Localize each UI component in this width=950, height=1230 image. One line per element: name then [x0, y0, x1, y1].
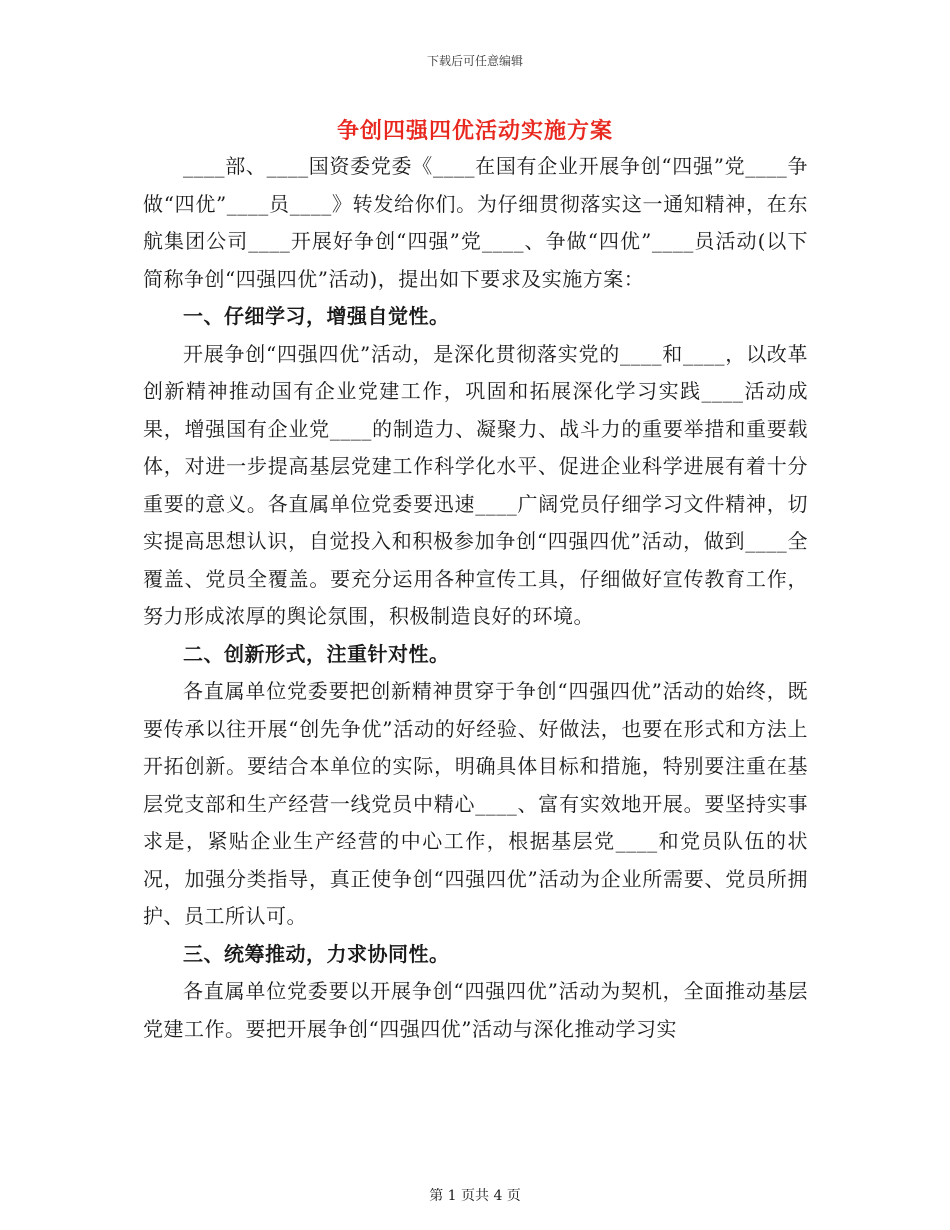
section-heading-1: 一、仔细学习，增强自觉性。 [183, 304, 450, 328]
page-number-footer: 第 1 页共 4 页 [429, 1188, 521, 1204]
document-title: 争创四强四优活动实施方案 [336, 118, 613, 144]
document-body [143, 148, 808, 1048]
section-3-paragraph: 各直属单位党委要以开展争创“四强四优”活动为契机，全面推动基层党建工作。要把开展争创“四强四优”活动与深化推动学习实 [143, 979, 808, 1041]
section-2-paragraph: 各直属单位党委要把创新精神贯穿于争创“四强四优”活动的始终，既要传承以往开展“创先争优”活动的好经验、好做法，也要在形式和方法上开拓创新。要结合本单位的实际，明确具体目标和措施，特别要注重在基层党支部和生产经营一线党员中精心____、富有实效地开展。要坚持实事求是，紧贴企业生产经营的中心工作，根据基层党____和党员队伍的状况，加强分类指导，真正使争创“四强四优”活动为企业所需要、党员所拥护、员工所认可。 [143, 679, 808, 928]
intro-paragraph: ____部、____国资委党委《____在国有企业开展争创“四强”党____争做“四优”____员____》转发给你们。为仔细贯彻落实这一通知精神，在东航集团公司____开展好争创“四强”党____、争做“四优”____员活动(以下简称争创“四强四优”活动)，提出如下要求及实施方案： [143, 154, 808, 291]
section-heading-3: 三、统筹推动，力求协同性。 [183, 941, 450, 966]
page-header-note: 下载后可任意编辑 [426, 54, 523, 68]
section-1-paragraph: 开展争创“四强四优”活动，是深化贯彻落实党的____和____，以改革创新精神推动国有企业党建工作，巩固和拓展深化学习实践____活动成果，增强国有企业党____的制造力、凝聚力、战斗力的重要举措和重要载体，对进一步提高基层党建工作科学化水平、促进企业科学进展有着十分重要的意义。各直属单位党委要迅速____广阔党员仔细学习文件精神，切实提高思想认识，自觉投入和积极参加争创“四强四优”活动，做到____全覆盖、党员全覆盖。要充分运用各种宣传工具，仔细做好宣传教育工作，努力形成浓厚的舆论氛围，积极制造良好的环境。 [143, 341, 808, 628]
section-heading-2: 二、创新形式，注重针对性。 [183, 641, 450, 666]
